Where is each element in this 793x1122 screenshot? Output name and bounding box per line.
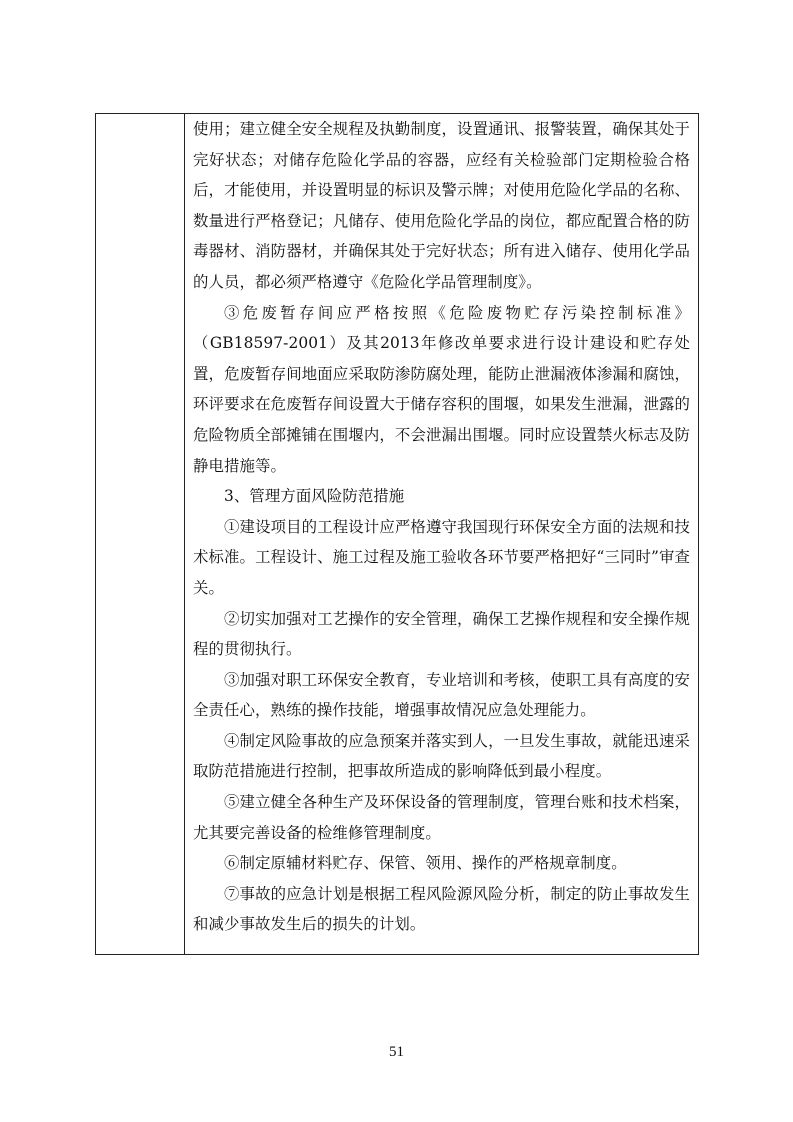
content-table — [95, 113, 699, 955]
paragraph-measure-7: ⑦事故的应急计划是根据工程风险源风险分析，制定的防止事故发生和减少事故发生后的损失的计划。 — [193, 884, 690, 934]
paragraph-measure-1: ①建设项目的工程设计应严格遵守我国现行环保安全方面的法规和技术标准。工程设计、施工过程及施工验收各环节要严格把好“三同时”审查关。 — [193, 517, 690, 597]
paragraph-measure-2: ②切实加强对工艺操作的安全管理，确保工艺操作规程和安全操作规程的贯彻执行。 — [193, 609, 690, 659]
paragraph-measure-3: ③加强对职工环保安全教育，专业培训和考核，使职工具有高度的安全责任心，熟练的操作技能，增强事故情况应急处理能力。 — [193, 670, 690, 720]
paragraph-measure-5: ⑤建立健全各种生产及环保设备的管理制度，管理台账和技术档案，尤其要完善设备的检维修管理制度。 — [193, 793, 690, 842]
section-heading-management-measures: 3、管理方面风险防范措施 — [224, 487, 405, 506]
page-number: 51 — [389, 1044, 404, 1060]
paragraph-measure-6: ⑥制定原辅材料贮存、保管、领用、操作的严格规章制度。 — [224, 854, 627, 873]
paragraph-measure-4: ④制定风险事故的应急预案并落实到人，一旦发生事故，就能迅速采取防范措施进行控制，把事故所造成的影响降低到最小程度。 — [193, 731, 690, 781]
paragraph-chemical-storage-continued: 使用；建立健全安全规程及执勤制度，设置通讯、报警装置，确保其处于完好状态；对储存危险化学品的容器，应经有关检验部门定期检验合格后，才能使用，并设置明显的标识及警示牌；对使用危险化学品的名称、数量进行严格登记；凡储存、使用危险化学品的岗位，都应配置合格的防毒器材、消防器材，并确保其处于完好状态；所有进入储存、使用化学品的人员，都必须严格遵守《危险化学品管理制度》。 — [193, 120, 690, 291]
paragraph-hazardous-waste-storage: ③危废暂存间应严格按照《危险废物贮存污染控制标准》（GB18597-2001）及其2013年修改单要求进行设计建设和贮存处置，危废暂存间地面应采取防渗防腐处理，能防止泄漏液体渗漏和腐蚀，环评要求在危废暂存间设置大于储存容积的围堰，如果发生泄漏，泄露的危险物质全部摊铺在围堰内，不会泄漏出围堰。同时应设置禁火标志及防静电措施等。 — [193, 303, 690, 475]
table-left-column — [96, 114, 185, 954]
table-content-cell — [193, 114, 690, 940]
